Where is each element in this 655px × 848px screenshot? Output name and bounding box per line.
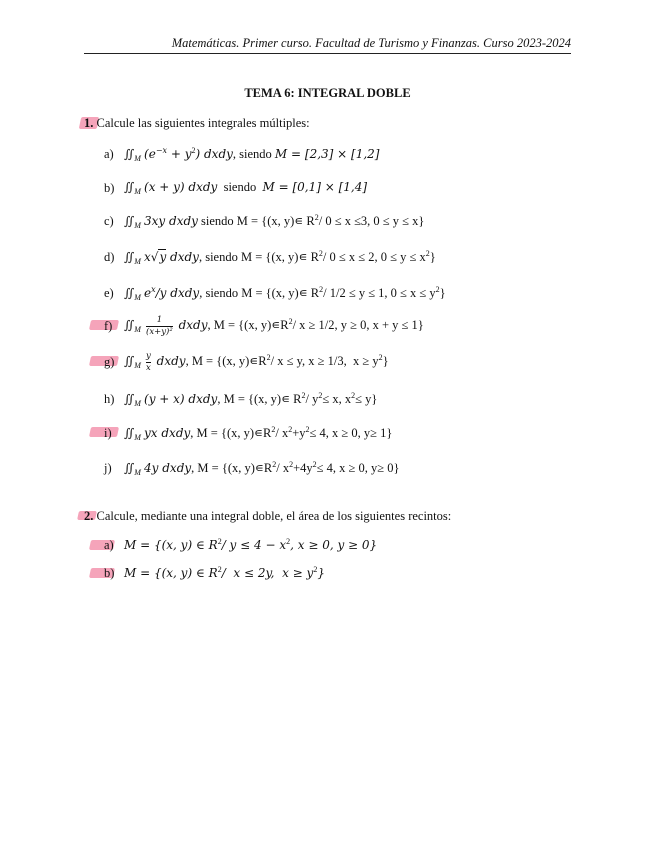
exercise-2-item-b [104,565,325,581]
integral-region: M [134,257,141,266]
integral-symbol: ∬ [124,214,135,228]
exercise-1-item-e [104,285,446,302]
integral-region: M [134,293,141,302]
exponent: 2 [301,391,306,400]
exponent: 2 [378,352,383,362]
item-expression [124,146,379,163]
exponent: 2 [272,460,277,469]
region-definition: / x ≤ 2y, x ≥ y [221,566,314,580]
exponent: 2 [266,352,271,362]
integrand: 3xy dxdy [144,214,198,228]
region-definition: / 0 ≤ x ≤3, 0 ≤ y ≤ x} [318,214,425,228]
integrand: yx dxdy [144,426,191,440]
item-expression [124,316,424,336]
exercise-1-item-d [104,249,436,266]
exponent: −x [155,146,168,155]
item-expression [124,391,377,408]
integrand: dxdy [174,317,208,332]
region-close: } [382,353,389,368]
region-definition: / y ≤ 4 − x [221,538,287,552]
integrand: dxdy [152,353,186,368]
page-header: Matemáticas. Primer curso. Facultad de Turismo y Finanzas. Curso 2023-2024 [171,36,571,50]
condition-text: siendo M = {(x, y)∊ R [197,214,315,228]
region-definition: M = [2,3] × [1,2] [274,147,380,161]
item-letter: i) [104,426,112,440]
radicand: y [159,250,167,264]
condition-text: , M = {(x, y)∊ R [217,392,302,406]
fraction-numerator: y [146,351,151,361]
integrand: e [144,286,152,300]
item-letter: h) [104,392,115,406]
item-letter: a) [104,147,114,161]
exponent: 2 [313,565,318,574]
region-definition: ≤ 4, x ≥ 0, y≥ 1} [309,426,393,440]
integral-symbol: ∬ [124,286,135,300]
exercise-1-item-g [104,352,389,372]
integral-region: M [134,468,141,477]
exercise-1-item-a [104,146,379,163]
exponent: 2 [305,425,310,434]
exercise-2-statement [84,509,451,524]
integral-region: M [134,187,141,196]
region-definition: / x ≤ y, x ≥ 1/3, x ≥ y [270,353,379,368]
condition-text: siendo [217,180,263,194]
integral-region: M [134,221,141,230]
item-expression [124,213,424,230]
integrand: (x + y) dxdy [144,180,218,194]
exponent: 2 [312,460,317,469]
item-letter: c) [104,214,114,228]
exercise-1-item-b [104,180,367,196]
integral-symbol: ∬ [124,147,135,161]
exercise-2-item-a [104,537,377,553]
exponent: 2 [217,565,222,574]
item-letter: e) [104,286,114,300]
item-letter: a) [104,537,114,552]
integral-symbol: ∬ [124,250,135,264]
condition-text: , M = {(x, y)∊R [190,426,272,440]
region-definition: / x [275,426,289,440]
item-expression [124,249,436,266]
exercise-1-item-h [104,391,377,408]
exponent: 2 [435,285,440,294]
integrand: x [144,250,151,264]
item-letter: g) [104,354,115,369]
exponent: 2 [314,213,319,222]
exercise-1-statement [84,116,310,131]
header-divider [84,53,571,54]
exponent: 2 [289,460,294,469]
exponent-denominator: /y [155,286,167,300]
region-definition: / 1/2 ≤ y ≤ 1, 0 ≤ x ≤ y [323,286,436,300]
integral-region: M [134,324,141,334]
item-expression [124,460,399,477]
condition-text: , M = {(x, y)∊R [191,461,273,475]
region-definition: +y [292,426,306,440]
exponent: 2 [191,146,196,155]
item-expression [124,352,389,372]
integral-symbol: ∬ [124,317,135,332]
exponent: 2 [288,425,293,434]
integral-region: M [134,360,141,370]
region-definition: ≤ x, x [322,392,352,406]
integrand: dxdy [166,250,199,264]
exponent: 2 [271,425,276,434]
region-definition: / x ≥ 1/2, y ≥ 0, x + y ≤ 1} [292,317,424,332]
fraction-numerator: 1 [156,315,163,325]
exponent: 2 [351,391,356,400]
integral-region: M [134,399,141,408]
sqrt-icon: √ [150,250,159,264]
condition-text: , siendo M = {(x, y)∊ R [198,250,319,264]
fraction-denominator: x [146,362,151,373]
item-letter: f) [104,318,113,333]
integrand: ) dxdy [195,147,233,161]
integrand: + y [167,147,192,161]
region-definition: / 0 ≤ x ≤ 2, 0 ≤ y ≤ x [322,250,426,264]
region-close: } [429,250,436,264]
condition-text: , M = {(x, y)∊R [207,317,289,332]
condition-text: , siendo M = {(x, y)∊ R [199,286,320,300]
exponent: 2 [286,537,291,546]
fraction-denominator: (x+y)² [146,326,173,337]
condition-text: , siendo [232,147,275,161]
fraction [146,316,173,336]
item-letter: j) [104,461,112,475]
region-definition: M = [0,1] × [1,4] [262,180,368,194]
exercise-number: 1. [84,116,94,130]
integrand: (y + x) dxdy [144,392,218,406]
region-definition: M = {(x, y) ∈ R [124,538,218,552]
integral-symbol: ∬ [124,426,135,440]
integral-symbol: ∬ [124,180,135,194]
integrand: 4y dxdy [144,461,192,475]
integral-symbol: ∬ [124,461,135,475]
exponent: 2 [318,391,323,400]
region-definition: ≤ 4, x ≥ 0, y≥ 0} [316,461,400,475]
exercise-text: Calcule las siguientes integrales múltiples: [96,116,310,130]
exponent: 2 [319,285,324,294]
region-definition: M = {(x, y) ∈ R [124,566,218,580]
exercise-1-item-f [104,316,424,336]
item-letter: b) [104,180,115,195]
region-close: } [439,286,446,300]
exponent: 2 [217,537,222,546]
exercise-1-item-j [104,460,399,477]
item-expression [124,425,392,442]
exponent: x [151,285,156,294]
item-expression [124,180,367,196]
region-definition: , x ≥ 0, y ≥ 0} [290,538,378,552]
page-title: TEMA 6: INTEGRAL DOBLE [244,86,411,100]
integral-region: M [134,154,141,163]
exercise-text: Calcule, mediante una integral doble, el área de los siguientes recintos: [96,509,452,523]
exercise-1-item-c [104,213,424,230]
integral-region: M [134,433,141,442]
region-definition: +4y [293,461,313,475]
region-definition: / y [305,392,319,406]
integrand: (e [144,147,156,161]
condition-text: , M = {(x, y)∊R [185,353,267,368]
exponent: 2 [425,249,430,258]
integral-symbol: ∬ [124,392,135,406]
region-definition: } [317,566,325,580]
integrand: dxdy [166,286,200,300]
exercise-1-item-i [104,425,392,442]
region-definition: ≤ y} [355,392,378,406]
item-letter: b) [104,565,115,580]
item-expression [124,537,377,553]
exponent: 2 [318,249,323,258]
integral-symbol: ∬ [124,353,135,368]
fraction [146,352,151,372]
region-definition: / x [276,461,290,475]
item-letter: d) [104,250,115,264]
exercise-number: 2. [84,509,94,523]
exponent: 2 [288,316,293,326]
item-expression [124,285,446,302]
item-expression [124,565,325,581]
